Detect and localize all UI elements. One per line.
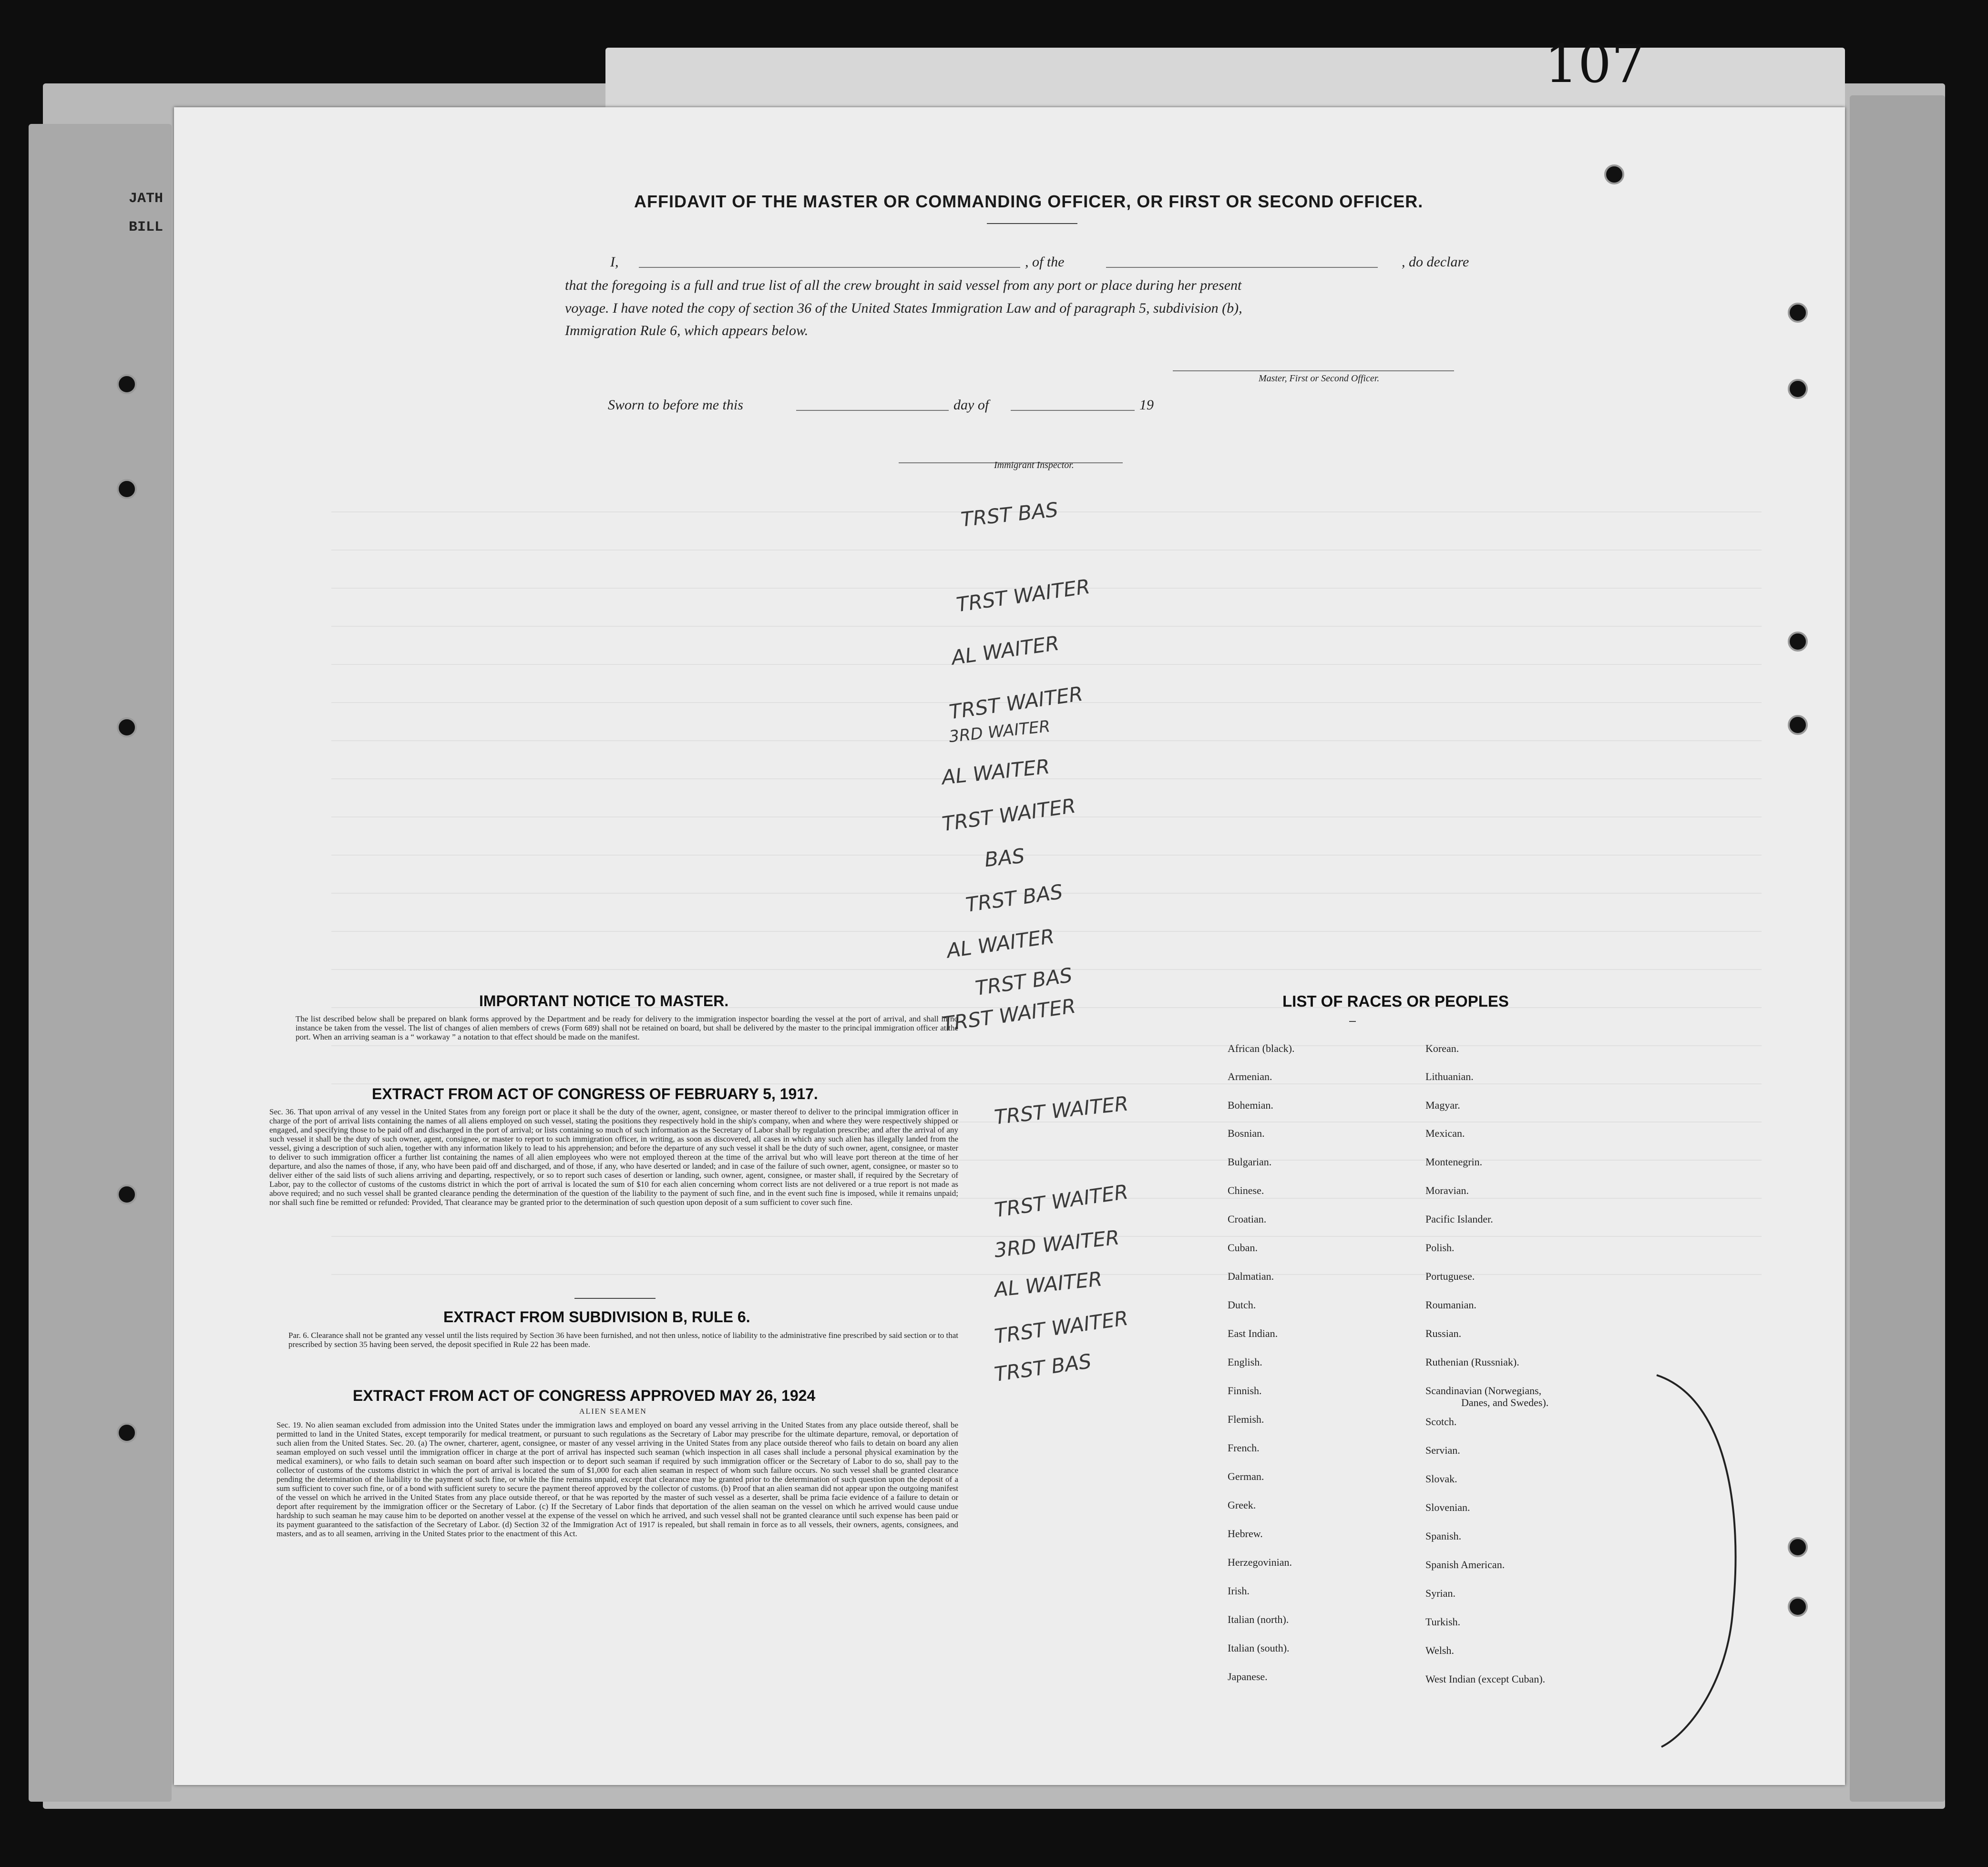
name-blank [639,267,1020,268]
handwriting: AL WAITER [941,755,1051,789]
left-binding [29,124,172,1802]
day-of-text: day of [953,397,989,413]
handwriting: TRST WAITER [940,994,1077,1036]
divider [1349,1021,1356,1022]
race-item: Korean. [1425,1042,1459,1054]
handwriting: AL WAITER [945,924,1056,963]
race-item: Slovenian. [1425,1501,1470,1513]
race-item: Bosnian. [1228,1127,1265,1139]
race-item: Scotch. [1425,1416,1457,1428]
race-item: Armenian. [1228,1071,1272,1082]
race-item: Portuguese. [1425,1270,1475,1282]
race-item: Welsh. [1425,1644,1454,1656]
notice-title: IMPORTANT NOTICE TO MASTER. [479,992,729,1010]
handwriting: AL WAITER [950,631,1061,670]
race-item: Danes, and Swedes). [1461,1397,1549,1408]
punch-hole [1788,1537,1808,1557]
race-item: Spanish. [1425,1530,1462,1542]
day-blank [796,410,949,411]
race-item: Slovak. [1425,1473,1457,1485]
extract-1917-title: EXTRACT FROM ACT OF CONGRESS OF FEBRUARY 5, 1917. [372,1085,818,1102]
punch-hole [1788,303,1808,323]
extract-rule6-title: EXTRACT FROM SUBDIVISION B, RULE 6. [443,1308,750,1326]
race-item: Bohemian. [1228,1099,1273,1111]
handwriting: 3RD WAITER [948,716,1051,747]
punch-hole [1788,632,1808,652]
extract-1917-text: Sec. 36. That upon arrival of any vessel in the United States from any foreign port or place it shall be the duty of the owner, agent, consignee, or master thereof to deliver to the principal immigration officer in charge of the port of arrival lists containing the names of all aliens employed on such vessel, stating the positions they respectively hold in the ship's company, when and where they were respectively shipped or engaged, and specifying those to be paid off and discharged in the port of arrival; or lists containing so much of such information as the Secretary of Labor shall by regulation prescribe; and after the arrival of any such vessel it shall be the duty of such owner, agent, consignee, or master to report to such immigration officer, in writing, as soon as discovered, all cases in which any such alien has illegally landed from the vessel, giving a description of such alien, together with any information likely to lead to his apprehension; and before the departure of any such vessel it shall be the duty of such owner, agent, consignee, or master to deliver to such immigration officer a further list containing the names of all alien employees who were not employed thereon at the time of the arrival but who will leave port thereon at the time of her departure, and also the names of those, if any, who have been paid off and discharged, and of those, if any, who have deserted or landed; and in case of the failure of such owner, agent, consignee, or master so to deliver either of the said lists of such aliens arriving and departing, respectively, or so to report such cases of desertion or landing, such owner, agent, consignee, or master shall, if required by the Secretary of Labor, pay to the collector of customs of the customs district in which the port of arrival is located the sum of $10 for each alien concerning whom correct lists are not delivered or a true report is not made as above required; and no such vessel shall be granted clearance pending the determination of the question of the liability to the payment of such fine, and in the event such fine is imposed, while it remains unpaid; nor shall such fine be remitted or refunded: Provided, That clearance may be granted prior to the determination of such question upon deposit of a sum sufficient to cover such fine. [269,1107,958,1207]
handwriting: TRST WAITER [993,1092,1130,1129]
race-item: Cuban. [1228,1242,1258,1254]
affidavit-declare: , do declare [1402,254,1469,270]
handwriting: TRST WAITER [940,794,1077,836]
race-item: Flemish. [1228,1413,1264,1425]
notice-text: The list described below shall be prepared on blank forms approved by the Department and be ready for delivery to the immigration inspector boarding the vessel at the port of arrival, and shall in no instance be taken from the vessel. The list of changes of alien members of crews (Form 689) shall not be retained on board, but shall be delivered by the master to the principal immigration officer at the port. When an arriving seaman is a “ workaway ” a notation to that effect should be made on the manifest. [296,1014,958,1041]
punch-hole [117,1423,137,1443]
race-item: Japanese. [1228,1671,1268,1683]
handwriting: 3RD WAITER [993,1225,1121,1262]
race-item: English. [1228,1356,1262,1368]
race-item: Italian (north). [1228,1613,1289,1625]
year-text: 19 [1139,397,1154,413]
extract-1924-title: EXTRACT FROM ACT OF CONGRESS APPROVED MAY 26, 1924 [353,1387,816,1404]
handwriting: TRST WAITER [947,682,1085,724]
right-binding [1850,95,1945,1802]
race-item: Finnish. [1228,1385,1262,1397]
page-number: 107 [1545,33,1645,94]
race-item: Greek. [1228,1499,1256,1511]
race-item: Polish. [1425,1242,1455,1254]
handwriting: AL WAITER [993,1267,1104,1302]
race-item: Hebrew. [1228,1528,1263,1540]
race-item: African (black). [1228,1042,1295,1054]
extract-rule6-text: Par. 6. Clearance shall not be granted any vessel until the lists required by Section 36 have been furnished, and not then unless, notice of liability to the administrative fine prescribed by said section or to that prescribed by section 35 having been served, the deposit specified in Rule 22 has been made. [288,1331,958,1349]
extract-1924-text: Sec. 19. No alien seaman excluded from admission into the United States under the immigration laws and employed on board any vessel arriving in the United States from any place outside thereof, shall be permitted to land in the United States, except temporarily for medical treatment, or pursuant to such regulations as the Secretary of Labor may prescribe for the ultimate departure, removal, or deportation of such alien from the United States. Sec. 20. (a) The owner, charterer, agent, consignee, or master of any vessel arriving in the United States from any place outside thereof who fails to detain on board any alien seaman employed on such vessel until the immigration officer in charge at the port of arrival has inspected such seaman (which inspection in all cases shall include a personal physical examination by the medical examiners), or who fails to detain such seaman on board after such inspection or to deport such seaman if required by such immigration officer or the Secretary of Labor to do so, shall pay to the collector of customs of the customs district in which the port of arrival is located the sum of $1,000 for each alien seaman in respect of whom such failure occurs. No such vessel shall be granted clearance pending the determination of the liability to the payment of such fine, or while the fine remains unpaid, except that clearance may be granted prior to the determination of such question upon the deposit of a sum sufficient to cover such fine, or of a bond with sufficient surety to secure the payment thereof approved by the collector of customs. (b) Proof that an alien seaman did not appear upon the outgoing manifest of the vessel on which he arrived in the United States from any place outside thereof, or that he was reported by the master of such vessel as a deserter, shall be prima facie evidence of a failure to detain or deport after requirement by the immigration officer or the Secretary of Labor. (c) If the Secretary of Labor finds that deportation of the alien seaman on the vessel on which he arrived would cause undue hardship to such seaman he may cause him to be deported on another vessel at the expense of the vessel on which he arrived, and such vessel shall not be granted clearance until such expense has been paid or its payment guaranteed to the satisfaction of the Secretary of Labor. (d) Section 32 of the Immigration Act of 1917 is repealed, but shall remain in force as to all vessels, their owners, agents, consignees, and masters, and as to all seamen, arriving in the United States prior to the enactment of this Act. [277,1420,958,1538]
extract-1924-subtitle: ALIEN SEAMEN [579,1408,647,1416]
race-item: Ruthenian (Russniak). [1425,1356,1519,1368]
race-item: Irish. [1228,1585,1250,1597]
race-item: Dutch. [1228,1299,1256,1311]
race-item: Servian. [1425,1444,1460,1456]
race-item: Turkish. [1425,1616,1461,1628]
race-item: Scandinavian (Norwegians, [1425,1385,1542,1397]
edge-label: BILL [129,219,164,235]
race-item: French. [1228,1442,1260,1454]
race-item: Syrian. [1425,1587,1455,1599]
race-item: Montenegrin. [1425,1156,1483,1168]
races-title: LIST OF RACES OR PEOPLES [1282,992,1509,1010]
handwriting: TRST WAITER [993,1306,1130,1348]
handwriting: TRST WAITER [993,1180,1130,1222]
handwriting: TRST BAS [959,498,1059,531]
affidavit-of-the: , of the [1025,254,1065,270]
handwriting: BAS [983,844,1026,872]
race-item: Mexican. [1425,1127,1465,1139]
handwriting: TRST BAS [964,879,1065,917]
inspector-label: Immigrant Inspector. [994,460,1074,470]
race-item: Herzegovinian. [1228,1556,1292,1568]
signature-blank [1173,370,1454,371]
divider [574,1298,656,1299]
affidavit-line2: that the foregoing is a full and true list of all the crew brought in said vessel from any port or place during her present [565,277,1242,293]
month-blank [1011,410,1135,411]
handwriting: TRST BAS [974,963,1074,1000]
pencil-mark [1652,1370,1747,1752]
affidavit-title: AFFIDAVIT OF THE MASTER OR COMMANDING OFFICER, OR FIRST OR SECOND OFFICER. [634,192,1424,211]
race-item: Spanish American. [1425,1559,1505,1571]
handwriting: TRST BAS [993,1349,1093,1387]
document-sheet [174,107,1845,1785]
punch-hole [117,1184,137,1204]
punch-hole [117,479,137,499]
race-item: Dalmatian. [1228,1270,1274,1282]
race-item: East Indian. [1228,1327,1278,1339]
race-item: Chinese. [1228,1184,1264,1196]
vessel-blank [1106,267,1378,268]
race-item: Bulgarian. [1228,1156,1272,1168]
race-item: German. [1228,1470,1264,1482]
affidavit-line4: Immigration Rule 6, which appears below. [565,323,809,338]
punch-hole [1788,379,1808,399]
punch-hole [1604,164,1624,184]
race-item: Roumanian. [1425,1299,1476,1311]
race-item: Pacific Islander. [1425,1213,1493,1225]
race-item: Italian (south). [1228,1642,1290,1654]
affidavit-i: I, [610,254,619,270]
race-item: Russian. [1425,1327,1462,1339]
edge-label: JATH [129,191,164,207]
race-item: Moravian. [1425,1184,1469,1196]
race-item: Lithuanian. [1425,1071,1474,1082]
race-item: Magyar. [1425,1099,1460,1111]
underlying-page-top [605,48,1845,114]
punch-hole [117,717,137,737]
divider [987,223,1077,224]
race-item: West Indian (except Cuban). [1425,1673,1546,1685]
punch-hole [1788,1597,1808,1617]
punch-hole [117,374,137,394]
race-item: Croatian. [1228,1213,1267,1225]
affidavit-line3: voyage. I have noted the copy of section 36 of the United States Immigration Law and of paragraph 5, subdivision (b), [565,300,1242,316]
handwriting: TRST WAITER [954,574,1092,617]
master-label: Master, First or Second Officer. [1259,373,1380,384]
sworn-text: Sworn to before me this [608,397,743,413]
punch-hole [1788,715,1808,735]
